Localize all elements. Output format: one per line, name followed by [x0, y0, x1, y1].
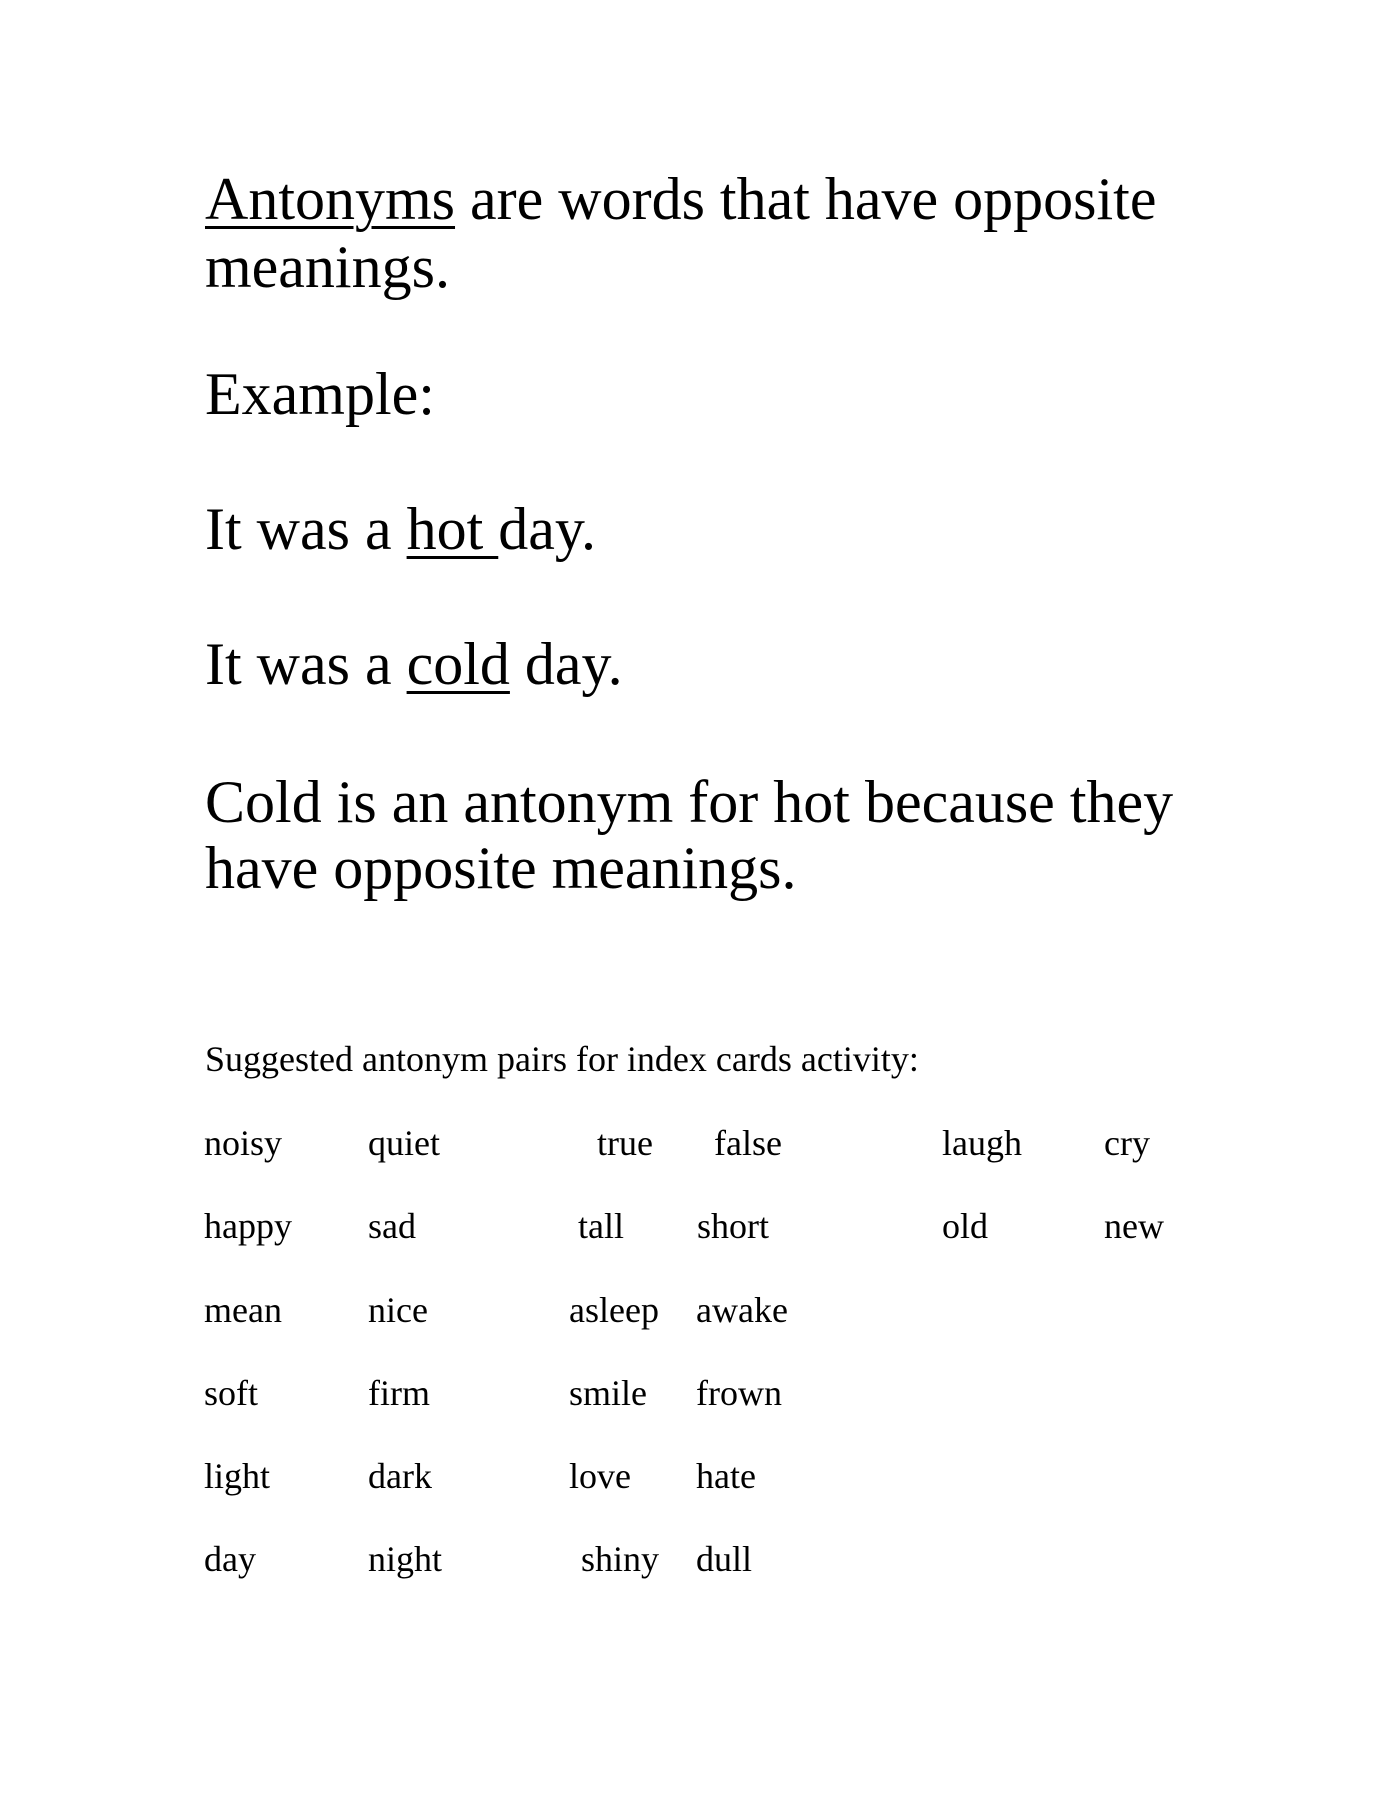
- pair-word: frown: [696, 1373, 782, 1413]
- example-sentence-cold: [205, 631, 623, 697]
- definition-line-1: [205, 166, 1157, 232]
- pair-word: shiny: [581, 1539, 660, 1579]
- example-label: Example:: [205, 361, 435, 427]
- pair-word: dark: [368, 1456, 432, 1496]
- definition-line-2: meanings.: [205, 234, 450, 300]
- pair-word: true: [597, 1123, 653, 1163]
- pair-word: day: [204, 1539, 256, 1579]
- pair-word: nice: [368, 1290, 428, 1330]
- example-sentence-hot: [205, 496, 596, 562]
- pair-word: firm: [368, 1373, 430, 1413]
- pair-word: noisy: [204, 1123, 283, 1163]
- sentence-prefix: It was a: [205, 496, 407, 562]
- sentence-suffix: day.: [498, 496, 596, 562]
- pair-word: love: [569, 1456, 631, 1496]
- pair-word: quiet: [368, 1123, 440, 1163]
- explanation-line-1: Cold is an antonym for hot because they: [205, 769, 1174, 835]
- pair-word: smile: [569, 1373, 647, 1413]
- pair-word: dull: [696, 1539, 753, 1579]
- pair-word: awake: [696, 1290, 788, 1330]
- pair-word: cry: [1104, 1123, 1150, 1163]
- term-antonyms: Antonyms: [205, 166, 456, 232]
- underlined-word-cold: cold: [406, 631, 510, 697]
- sentence-suffix: day.: [509, 631, 623, 697]
- pair-word: short: [697, 1206, 769, 1246]
- pair-word: light: [204, 1456, 271, 1496]
- pair-word: soft: [204, 1373, 258, 1413]
- pair-word: laugh: [942, 1123, 1022, 1163]
- underlined-word-hot: hot: [406, 496, 499, 562]
- explanation-line-2: have opposite meanings.: [205, 835, 797, 901]
- pair-word: old: [942, 1206, 989, 1246]
- pair-word: hate: [696, 1456, 756, 1496]
- pair-word: mean: [204, 1290, 282, 1330]
- pair-word: false: [714, 1123, 782, 1163]
- pair-word: happy: [204, 1206, 292, 1246]
- pair-word: night: [368, 1539, 443, 1579]
- pair-word: tall: [578, 1206, 624, 1246]
- definition-text: are words that have opposite: [455, 166, 1157, 232]
- pairs-heading: Suggested antonym pairs for index cards activity:: [205, 1039, 919, 1079]
- pair-word: asleep: [569, 1290, 659, 1330]
- pair-word: new: [1104, 1206, 1164, 1246]
- sentence-prefix: It was a: [205, 631, 407, 697]
- pair-word: sad: [368, 1206, 416, 1246]
